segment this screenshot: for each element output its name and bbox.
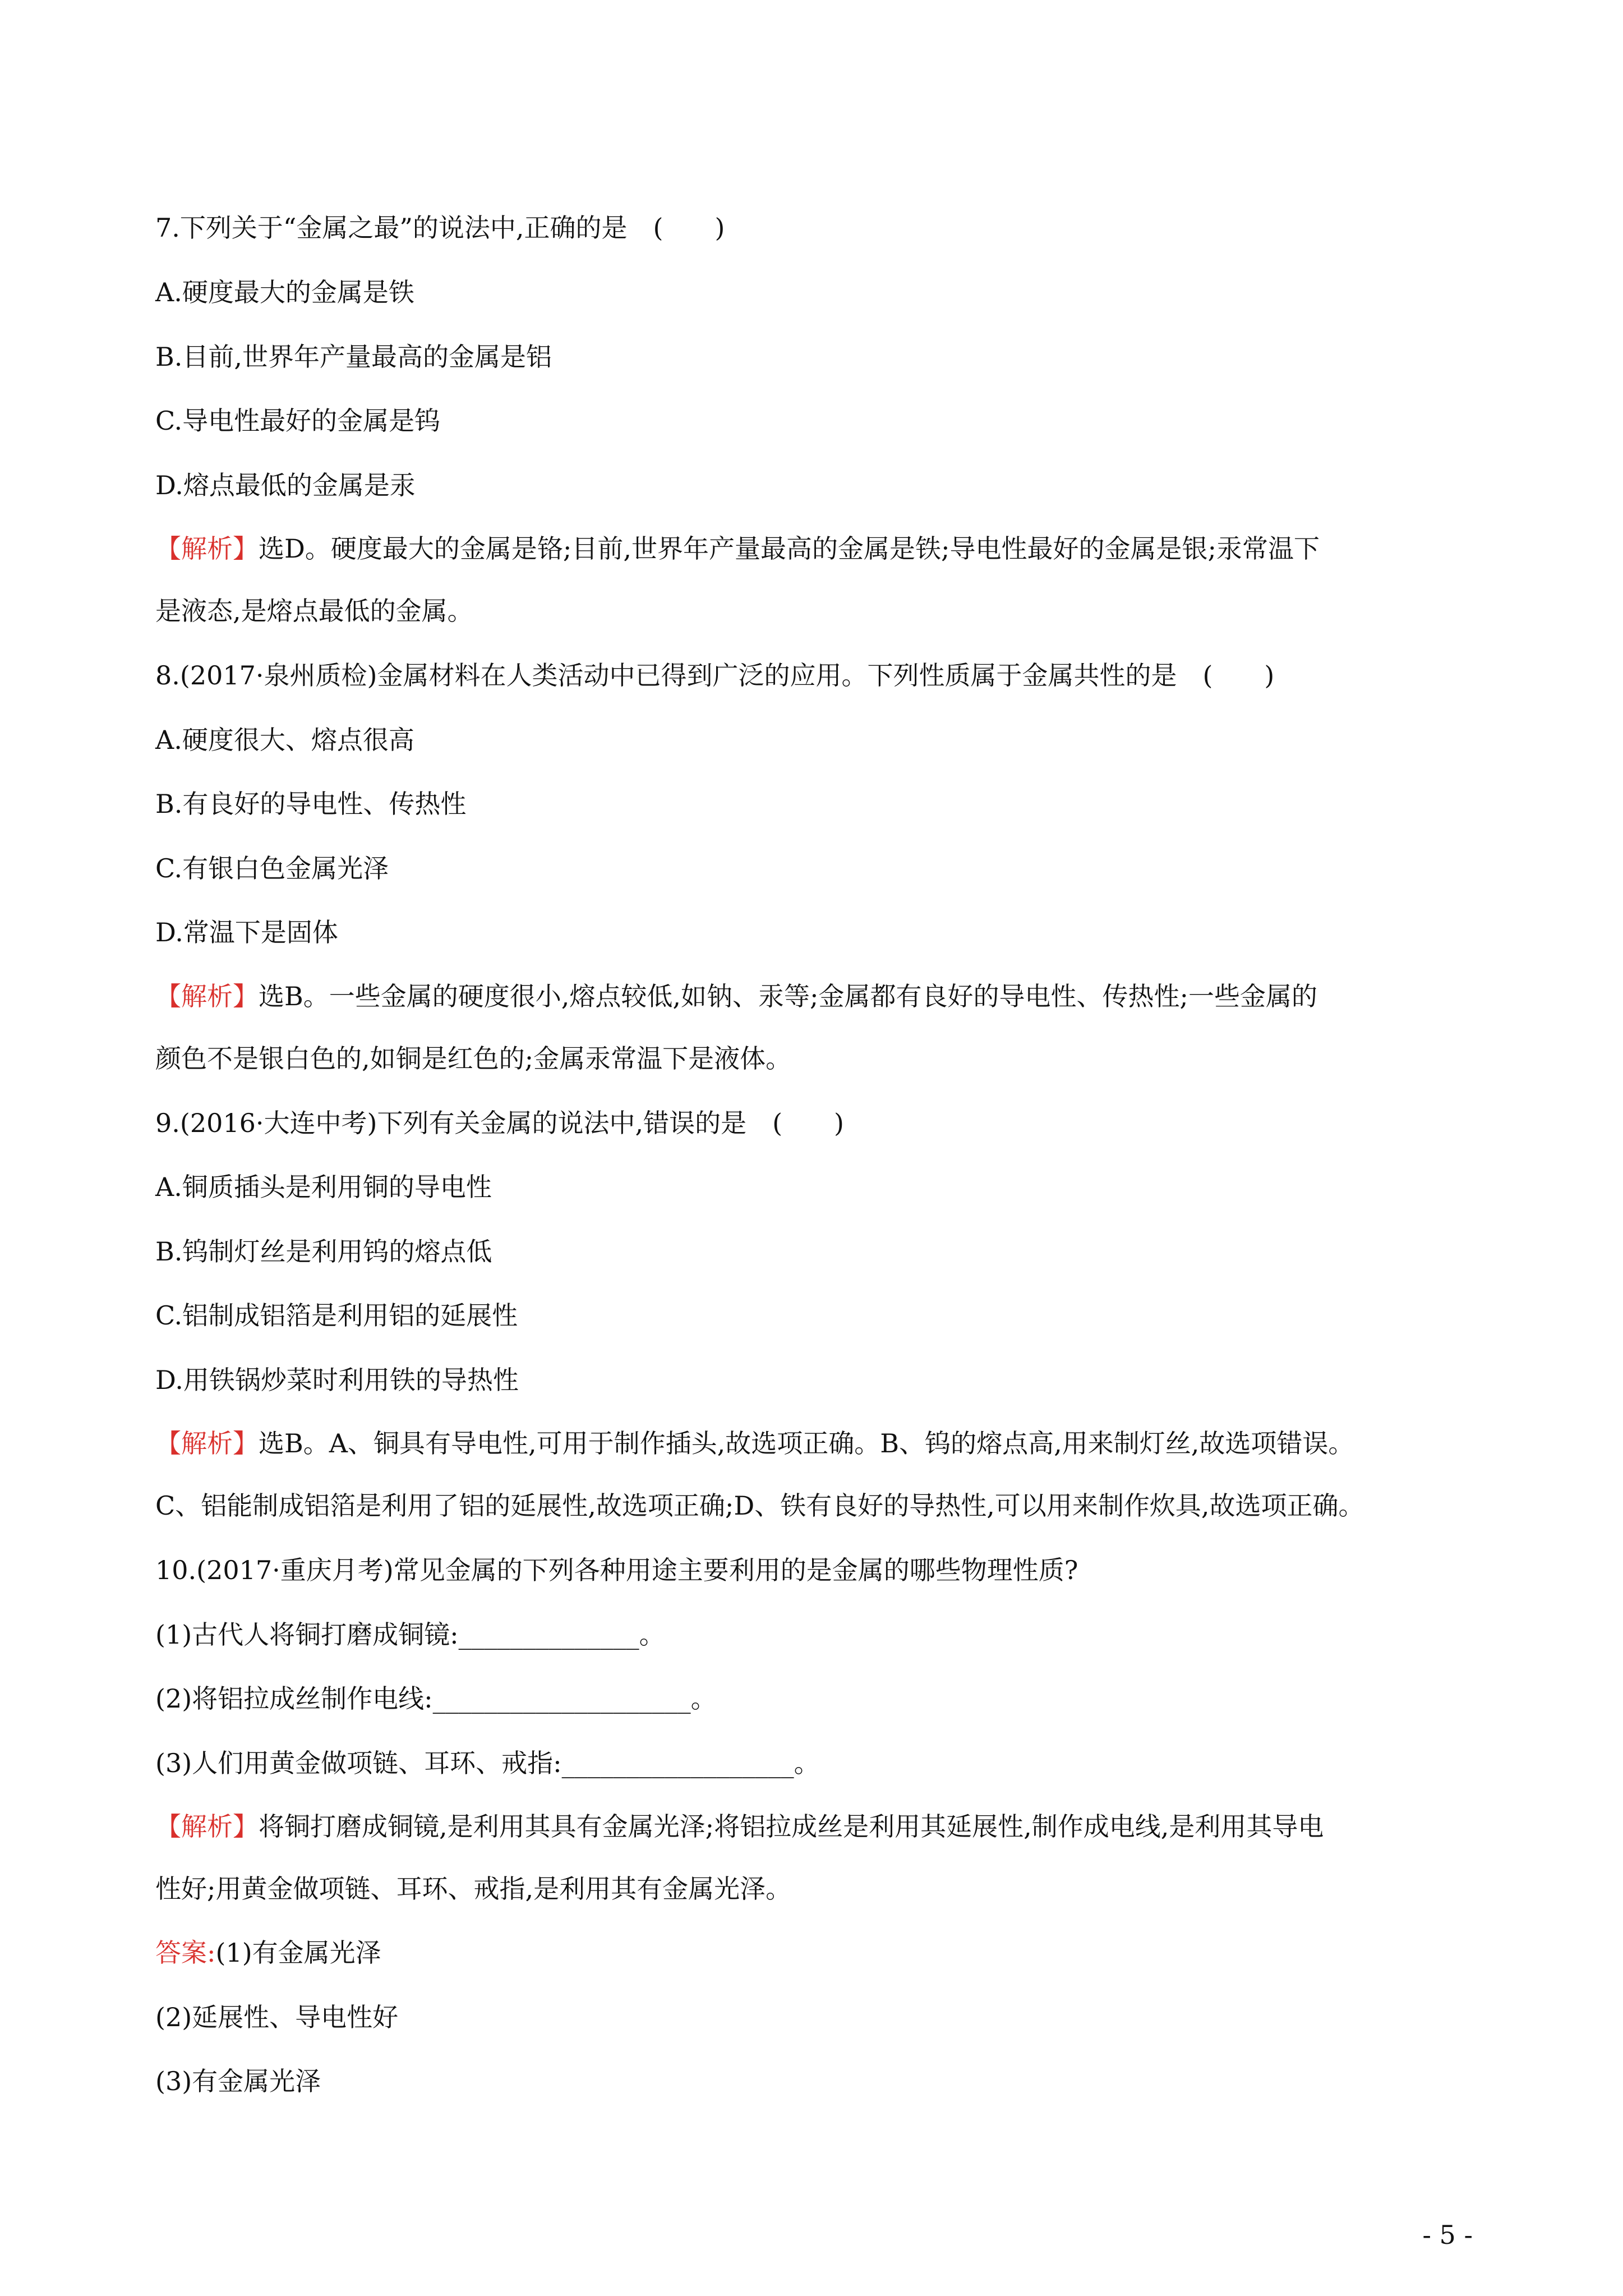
question-7-analysis-cont: 是液态,是熔点最低的金属。 — [155, 596, 473, 626]
answer-label: 答案: — [155, 1938, 216, 1968]
question-9-option-c: C.铝制成铝箔是利用铝的延展性 — [155, 1300, 518, 1331]
question-9-analysis-cont: C、铝能制成铝箔是利用了铝的延展性,故选项正确;D、铁有良好的导热性,可以用来制作炊具,故选项正确。 — [155, 1490, 1364, 1521]
question-7-analysis — [155, 532, 1320, 565]
question-9-option-a: A.铜质插头是利用铜的导电性 — [155, 1172, 492, 1202]
question-8-option-a: A.硬度很大、熔点很高 — [155, 725, 414, 755]
question-10-answer — [155, 1936, 381, 1970]
page-number: - 5 - — [1422, 2220, 1473, 2250]
analysis-label: 【解析】 — [155, 1811, 259, 1842]
question-10-part-1: (1)古代人将铜打磨成铜镜:______________。 — [155, 1619, 665, 1650]
analysis-label: 【解析】 — [155, 1428, 259, 1458]
question-10-part-3: (3)人们用黄金做项链、耳环、戒指:__________________。 — [155, 1748, 820, 1778]
analysis-label: 【解析】 — [155, 533, 259, 564]
question-7-stem: 7.下列关于“金属之最”的说法中,正确的是 ( ) — [155, 213, 725, 243]
answer-text: (1)有金属光泽 — [215, 1938, 381, 1968]
analysis-text: 选B。A、铜具有导电性,可用于制作插头,故选项正确。B、钨的熔点高,用来制灯丝,故选项错误。 — [259, 1428, 1354, 1458]
question-7-option-a: A.硬度最大的金属是铁 — [155, 277, 414, 307]
question-9-option-d: D.用铁锅炒菜时利用铁的导热性 — [155, 1365, 519, 1395]
question-10-answer-3: (3)有金属光泽 — [155, 2066, 321, 2096]
question-7-option-d: D.熔点最低的金属是汞 — [155, 470, 416, 500]
question-10-stem: 10.(2017·重庆月考)常见金属的下列各种用途主要利用的是金属的哪些物理性质? — [155, 1555, 1078, 1585]
question-10-answer-2: (2)延展性、导电性好 — [155, 2002, 399, 2032]
question-10-analysis-cont: 性好;用黄金做项链、耳环、戒指,是利用其有金属光泽。 — [155, 1874, 792, 1904]
question-7-option-c: C.导电性最好的金属是钨 — [155, 406, 441, 436]
question-9-option-b: B.钨制灯丝是利用钨的熔点低 — [155, 1236, 492, 1267]
question-8-stem: 8.(2017·泉州质检)金属材料在人类活动中已得到广泛的应用。下列性质属于金属共性的是 ( ) — [155, 660, 1275, 691]
question-10-analysis — [155, 1810, 1324, 1843]
question-10-part-2: (2)将铝拉成丝制作电线:____________________。 — [155, 1683, 717, 1714]
question-8-option-c: C.有银白色金属光泽 — [155, 853, 389, 884]
question-9-stem: 9.(2016·大连中考)下列有关金属的说法中,错误的是 ( ) — [155, 1108, 844, 1138]
analysis-text: 选B。一些金属的硬度很小,熔点较低,如钠、汞等;金属都有良好的导电性、传热性;一些金属的 — [259, 981, 1318, 1011]
question-8-option-d: D.常温下是固体 — [155, 917, 338, 947]
question-8-analysis-cont: 颜色不是银白色的,如铜是红色的;金属汞常温下是液体。 — [155, 1043, 792, 1074]
question-8-option-b: B.有良好的导电性、传热性 — [155, 789, 467, 819]
analysis-text: 选D。硬度最大的金属是铬;目前,世界年产量最高的金属是铁;导电性最好的金属是银;汞常温下 — [259, 533, 1320, 564]
question-9-analysis — [155, 1427, 1354, 1460]
analysis-label: 【解析】 — [155, 981, 259, 1011]
question-7-option-b: B.目前,世界年产量最高的金属是铝 — [155, 342, 552, 372]
analysis-text: 将铜打磨成铜镜,是利用其具有金属光泽;将铝拉成丝是利用其延展性,制作成电线,是利用其导电 — [259, 1811, 1324, 1842]
question-8-analysis — [155, 979, 1317, 1013]
